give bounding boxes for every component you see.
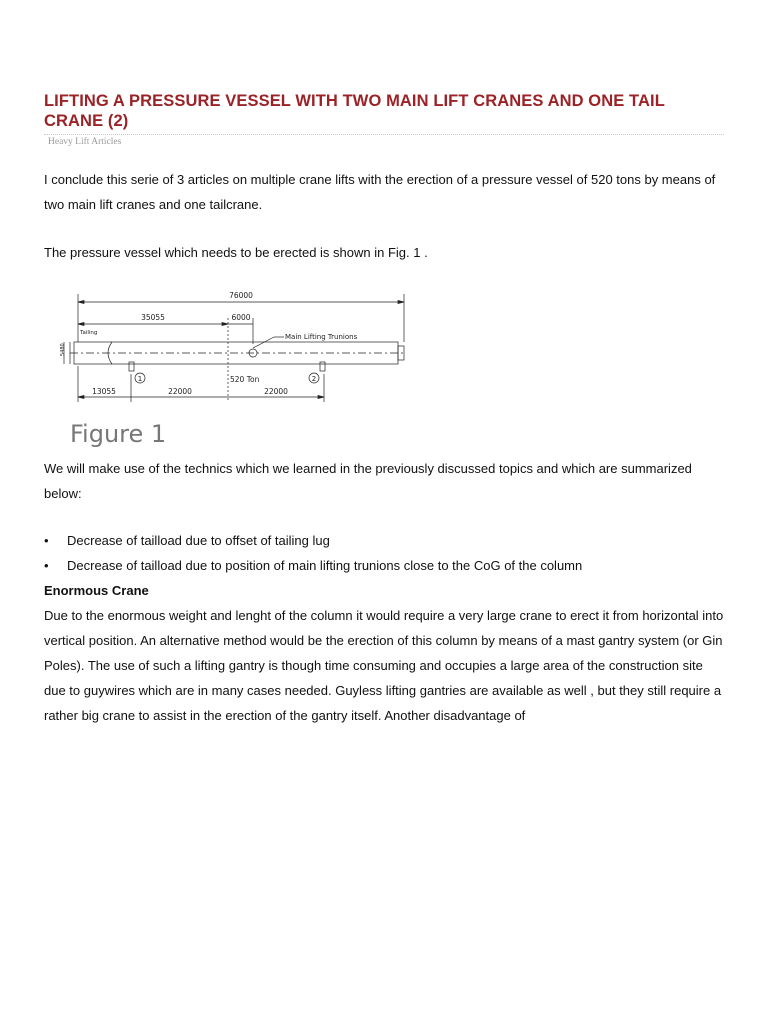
summary-list: [44, 528, 724, 578]
figure-caption: Figure 1: [70, 420, 167, 448]
dim-cog-support-label: 22000: [264, 387, 288, 396]
dim-support-cog-label: 22000: [168, 387, 192, 396]
trunnion-label: Main Lifting Trunions: [285, 333, 358, 341]
title-divider: [44, 134, 724, 135]
support-2-label: 2: [311, 375, 317, 383]
list-item-text: Decrease of tailload due to position of main lifting trunions close to the CoG of the column: [67, 558, 583, 573]
dim-trunnion-label: 6000: [231, 313, 251, 322]
list-item: [44, 553, 724, 578]
section-paragraph: Due to the enormous weight and lenght of the column it would require a very large crane to erect it from horizontal into vertical position. An alternative method would be the erection of this column by means of a mast gantry system (or Gin Poles). The use of such a lifting gantry is though time consuming and occupies a large area of the construction site due to guywires which are in many cases needed. Guyless lifting gantries are available as well , but they still require a rather big crane to assist in the erection of the gantry itself. Another disadvantage of: [44, 608, 724, 723]
list-item-text: Decrease of tailload due to offset of tailing lug: [67, 533, 330, 548]
page-title: LIFTING A PRESSURE VESSEL WITH TWO MAIN LIFT CRANES AND ONE TAIL CRANE (2): [44, 92, 665, 130]
tailing-label: Tailing: [80, 330, 98, 336]
support-1: [129, 362, 134, 371]
support-1-label: 1: [137, 375, 143, 383]
bullet-icon: •: [44, 533, 49, 548]
figure-intro-paragraph: The pressure vessel which needs to be erected is shown in Fig. 1 .: [44, 245, 428, 260]
list-item: [44, 528, 724, 553]
bullet-icon: •: [44, 558, 49, 573]
intro-paragraph: I conclude this serie of 3 articles on multiple crane lifts with the erection of a pressure vessel of 520 tons by means of two main lift cranes and one tailcrane.: [44, 172, 716, 212]
support-2: [320, 362, 325, 371]
dim-overall-label: 76000: [229, 291, 253, 300]
technics-paragraph: We will make use of the technics which we learned in the previously discussed topics and which are summarized below:: [44, 461, 692, 501]
dim-cog-label: 35055: [141, 313, 165, 322]
dim-tail-support-label: 13055: [92, 387, 116, 396]
weight-label: 520 Ton: [230, 375, 260, 384]
figure-1-drawing: [56, 282, 436, 452]
diameter-label: 5480: [60, 343, 66, 356]
category-label[interactable]: Heavy Lift Articles: [48, 137, 122, 147]
section-heading: Enormous Crane: [44, 583, 149, 598]
